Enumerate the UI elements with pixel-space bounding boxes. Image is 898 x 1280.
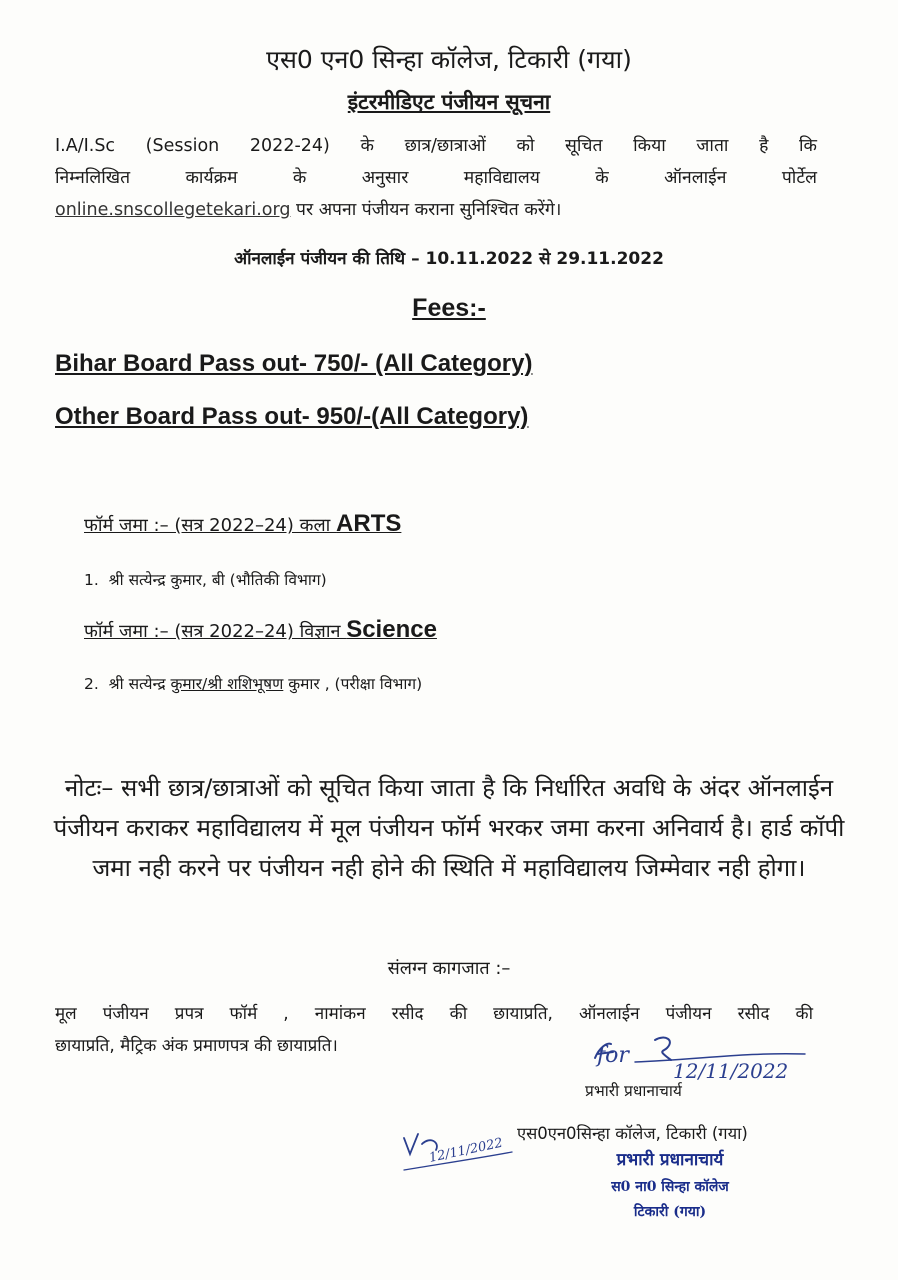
- item-text-2-pre: श्री सत्येन्द्र: [108, 675, 171, 693]
- stamp-title: प्रभारी प्रधानाचार्य: [616, 1150, 724, 1170]
- stamp-place: टिकारी (गया): [633, 1204, 707, 1220]
- principal-role: प्रभारी प्रधानाचार्य: [585, 1082, 682, 1100]
- attachments-line-1: मूल पंजीयन प्रपत्र फॉर्म , नामांकन रसीद की छायाप्रति, ऑनलाईन पंजीयन रसीद की: [55, 1004, 813, 1024]
- item-text-2-underlined: कुमार/श्री शशिभूषण: [170, 675, 284, 693]
- stamp-college: स0 ना0 सिन्हा कॉलेज: [611, 1179, 729, 1195]
- form-submission-science-heading: [84, 616, 437, 644]
- intro-line-2: निम्नलिखित कार्यक्रम के अनुसार महाविद्यालय के ऑनलाईन पोर्टेल: [55, 168, 817, 188]
- intro-line-1: I.A/I.Sc (Session 2022-24) के छात्र/छात्राओं को सूचित किया जाता है कि: [55, 136, 817, 156]
- signature-college: एस0एन0सिन्हा कॉलेज, टिकारी (गया): [517, 1124, 748, 1143]
- intro-line-3-rest: पर अपना पंजीयन कराना सुनिश्चित करेंगे।: [290, 200, 562, 220]
- attachments-line-2: छायाप्रति, मैट्रिक अंक प्रमाणपत्र की छायाप्रति।: [55, 1036, 338, 1056]
- attachments-heading: संलग्न कागजात :–: [387, 958, 511, 979]
- item-text-1: श्री सत्येन्द्र कुमार, बी (भौतिकी विभाग): [108, 571, 327, 589]
- form-science-english: Science: [346, 616, 437, 643]
- form-arts-contact: [84, 568, 327, 590]
- form-science-hindi: फॉर्म जमा :– (सत्र 2022–24) विज्ञान: [84, 621, 347, 642]
- form-arts-hindi: फॉर्म जमा :– (सत्र 2022–24) कला: [84, 515, 337, 536]
- form-submission-arts-heading: [84, 510, 401, 538]
- item-number-1: 1.: [84, 571, 99, 589]
- intro-paragraph: [55, 130, 817, 226]
- pen-stroke: [655, 1038, 671, 1060]
- initial-date: 12/11/2022: [427, 1135, 505, 1166]
- fees-heading: Fees:-: [412, 294, 486, 322]
- initial-signature: [400, 1128, 520, 1178]
- form-arts-english: ARTS: [336, 510, 402, 537]
- notice-title: इंटरमीडिएट पंजीयन सूचना: [347, 90, 551, 114]
- fee-other-board: Other Board Pass out- 950/-(All Category): [55, 403, 529, 430]
- fee-bihar-board: Bihar Board Pass out- 750/- (All Category): [55, 350, 533, 377]
- note-paragraph: नोटः– सभी छात्र/छात्राओं को सूचित किया जाता है कि निर्धारित अवधि के अंदर ऑनलाईन पंजीयन कराकर महाविद्यालय में मूल पंजीयन फॉर्म भरकर जमा करना अनिवार्य है। हार्ड कॉपी जमा नही करने पर पंजीयन नही होने की स्थिति में महाविद्यालय जिम्मेवार नही होगा।: [53, 774, 845, 882]
- registration-dates: ऑनलाईन पंजीयन की तिथि – 10.11.2022 से 29.11.2022: [234, 249, 664, 269]
- item-text-2-post: कुमार , (परीक्षा विभाग): [283, 675, 423, 693]
- portal-link[interactable]: online.snscollegetekari.org: [55, 200, 291, 220]
- handwritten-for: for: [597, 1043, 629, 1068]
- college-title: एस0 एन0 सिन्हा कॉलेज, टिकारी (गया): [266, 45, 632, 74]
- handwritten-date: 12/11/2022: [673, 1059, 789, 1083]
- item-number-2: 2.: [84, 675, 99, 693]
- intro-line-3: [55, 194, 817, 226]
- form-science-contact: [84, 672, 422, 694]
